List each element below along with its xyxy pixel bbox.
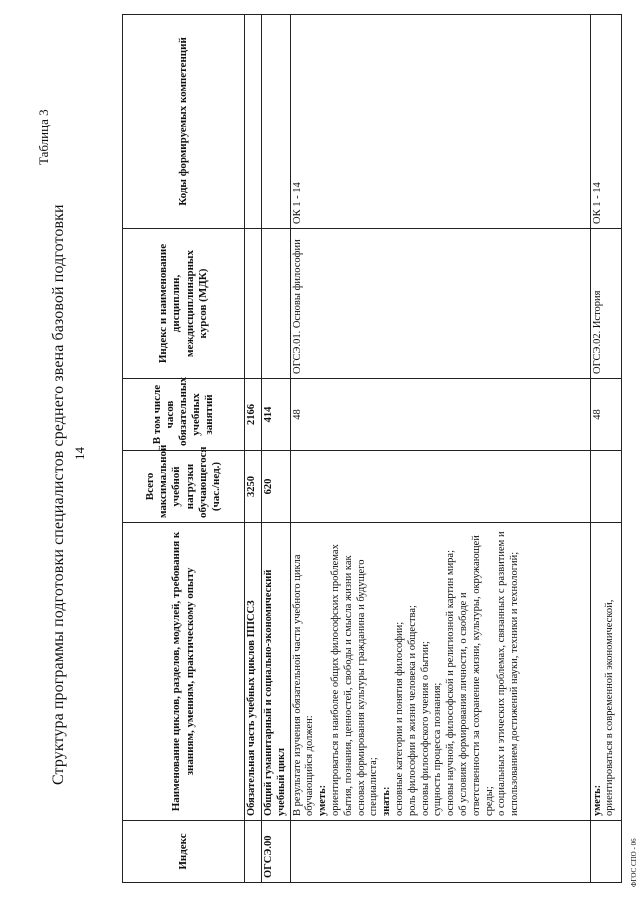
cell-empty xyxy=(262,15,291,229)
header-disciplines: Индекс и наименование дисциплин, междисциплинарных курсов (МДК) xyxy=(123,229,245,379)
section-intro: В результате изучения обязательной части учебного цикла обучающийся должен: xyxy=(291,554,316,816)
cell-empty xyxy=(590,821,621,883)
znat-text: основные категории и понятия философии; роль философии в жизни человека и общества; основы философского учения о бытии; сущность процесса познания; основы научной, философской и религиозной картин мира; об условиях формирования личности, о свободе и ответственности за сохранение жизни, культуры, окружающей среды; о социальных и этических проблемах, связанных с развитием и использованием достижений науки, техники и технологий; xyxy=(393,531,521,816)
section-competences: ОК 1 - 14 xyxy=(590,15,621,229)
page-number: 14 xyxy=(72,447,87,460)
znat-label: знать: xyxy=(381,786,393,816)
header-competences: Коды формируемых компетенций xyxy=(123,15,245,229)
cell-empty xyxy=(590,451,621,523)
table-row xyxy=(262,15,291,883)
cell-empty xyxy=(262,229,291,379)
cell-empty xyxy=(245,821,262,883)
section-hours: 48 xyxy=(290,379,590,451)
header-index: Индекс xyxy=(123,821,245,883)
umet-text: ориентироваться в современной экономической, xyxy=(604,599,616,816)
structure-table xyxy=(122,14,622,883)
cycle-index: ОГСЭ.00 xyxy=(262,821,291,883)
header-name: Наименование циклов, разделов, модулей, требования к знаниям, умениям, практическому опыту xyxy=(123,523,245,821)
section-competences: ОК 1 - 14 xyxy=(290,15,590,229)
cell-empty xyxy=(290,451,590,523)
cycle-name: Общий гуманитарный и социально-экономический учебный цикл xyxy=(262,523,291,821)
total-row-name: Обязательная часть учебных циклов ППССЗ xyxy=(245,523,262,821)
section-discipline: ОГСЭ.01. Основы философии xyxy=(290,229,590,379)
table-header-row xyxy=(123,15,245,883)
table-row xyxy=(590,15,621,883)
table-row xyxy=(245,15,262,883)
section-requirements xyxy=(590,523,621,821)
cycle-mandatory: 414 xyxy=(262,379,291,451)
total-row-mandatory: 2166 xyxy=(245,379,262,451)
table-label: Таблица 3 xyxy=(36,109,51,165)
table-row xyxy=(290,15,590,883)
section-requirements xyxy=(290,523,590,821)
cell-empty xyxy=(245,15,262,229)
umet-text: ориентироваться в наиболее общих философских проблемах бытия, познания, ценностей, свободы и смысла жизни как основах формирования культуры гражданина и будущего специалиста; xyxy=(329,544,380,816)
header-mandatory: В том числе часов обязательных учебных занятий xyxy=(123,379,245,451)
document-title: Структура программы подготовки специалистов среднего звена базовой подготовки xyxy=(50,204,67,785)
umet-label: уметь: xyxy=(591,784,603,816)
cycle-max-load: 620 xyxy=(262,451,291,523)
header-max-load: Всего максимальной учебной нагрузки обучающегося (час./нед.) xyxy=(123,451,245,523)
section-discipline: ОГСЭ.02. История xyxy=(590,229,621,379)
cell-empty xyxy=(290,821,590,883)
umet-label: уметь: xyxy=(317,784,329,816)
cell-empty xyxy=(245,229,262,379)
footer-code: ФГОС СПО - 06 xyxy=(630,838,638,887)
total-row-max-load: 3250 xyxy=(245,451,262,523)
section-hours: 48 xyxy=(590,379,621,451)
